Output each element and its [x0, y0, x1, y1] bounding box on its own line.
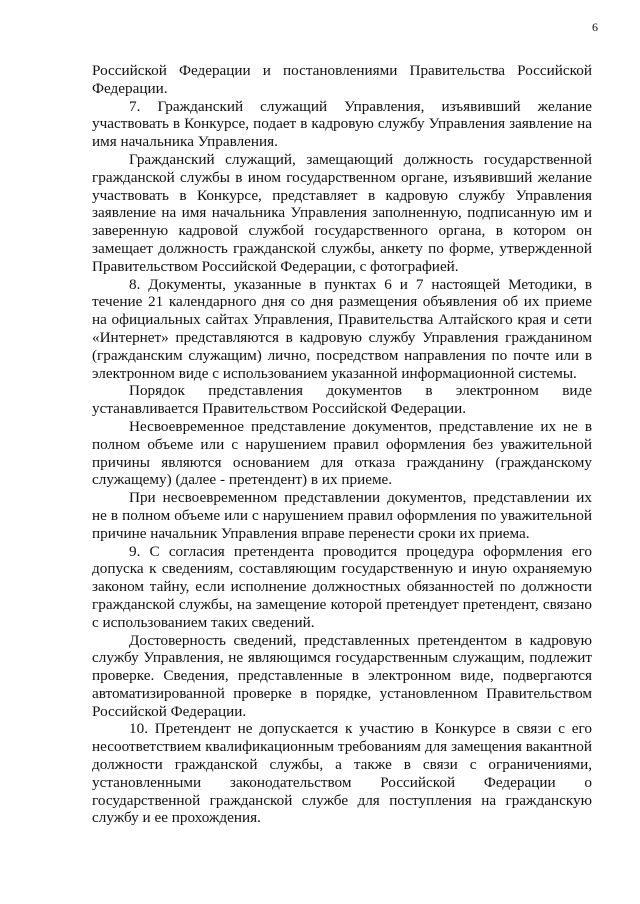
paragraph-item-8: 8. Документы, указанные в пунктах 6 и 7 настоящей Методики, в течение 21 календарного дня со дня размещения объявления об их приеме на официальных сайтах Управления, Правительства Алтайского края и сети «Интернет» представляются в кадровую службу Управления гражданином (гражданским служащим) лично, посредством направления по почте или в электронном виде с использованием указанной информационной системы.	[92, 275, 592, 382]
paragraph-electronic-procedure: Порядок представления документов в электронном виде устанавливается Правительством Российской Федерации.	[92, 382, 592, 418]
paragraph-verification: Достоверность сведений, представленных претендентом в кадровую службу Управления, не являющимся государственным служащим, подлежит проверке. Сведения, представленные в электронном виде, подвергаются автоматизированной проверке в порядке, установленном Правительством Российской Федерации.	[92, 631, 592, 720]
document-body	[92, 62, 592, 827]
paragraph-continuation: Российской Федерации и постановлениями Правительства Российской Федерации.	[92, 62, 592, 97]
paragraph-item-10: 10. Претендент не допускается к участию в Конкурсе в связи с его несоответствием квалификационным требованиям для замещения вакантной должности гражданской службы, а также в связи с ограничениями, установленными законодательством Российской Федерации о государственной гражданской службе для поступления на гражданскую службу и ее прохождения.	[92, 720, 592, 827]
paragraph-item-9: 9. С согласия претендента проводится процедура оформления его допуска к сведениям, составляющим государственную и иную охраняемую законом тайну, если исполнение должностных обязанностей по должности гражданской службы, на замещение которой претендует претендент, связано с использованием таких сведений.	[92, 542, 592, 631]
paragraph-item-7: 7. Гражданский служащий Управления, изъявивший желание участвовать в Конкурсе, подает в кадровую службу Управления заявление на имя начальника Управления.	[92, 97, 592, 151]
paragraph-deadline-extension: При несвоевременном представлении документов, представлении их не в полном объеме или с нарушением правил оформления по уважительной причине начальник Управления вправе перенести сроки их приема.	[92, 489, 592, 542]
paragraph-late-submission: Несвоевременное представление документов, представление их не в полном объеме или с нарушением правил оформления без уважительной причины являются основанием для отказа гражданину (гражданскому служащему) (далее - претендент) в их приеме.	[92, 417, 592, 489]
paragraph-other-agency-servant: Гражданский служащий, замещающий должность государственной гражданской службы в ином государственном органе, изъявивший желание участвовать в Конкурсе, представляет в кадровую службу Управления заявление на имя начальника Управления заполненную, подписанную им и заверенную кадровой службой государственного органа, в котором он замещает должность гражданской службы, анкету по форме, утвержденной Правительством Российской Федерации, с фотографией.	[92, 150, 592, 275]
page-number: 6	[592, 20, 598, 34]
